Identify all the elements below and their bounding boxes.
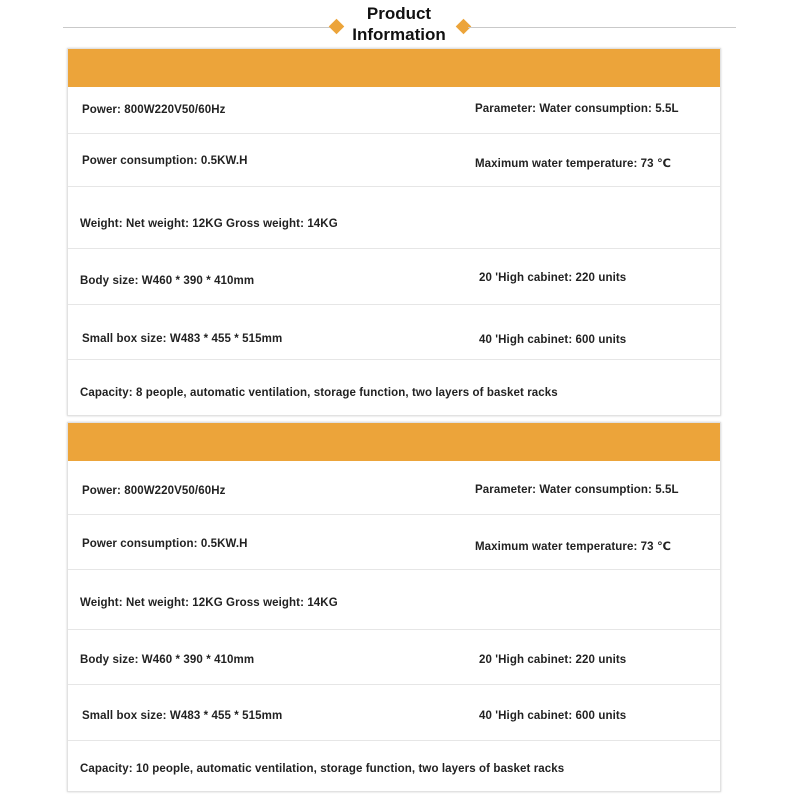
table-row bbox=[68, 685, 720, 741]
header-divider-right bbox=[468, 27, 736, 28]
table-header-bar bbox=[68, 423, 720, 461]
table-row bbox=[68, 187, 720, 249]
spec-small-box-size: Small box size: W483 * 455 * 515mm bbox=[82, 333, 283, 345]
spec-20ft-cabinet: 20 'High cabinet: 220 units bbox=[479, 654, 627, 666]
table-row bbox=[68, 570, 720, 630]
spec-40ft-cabinet: 40 'High cabinet: 600 units bbox=[479, 334, 627, 346]
spec-power: Power: 800W220V50/60Hz bbox=[82, 485, 226, 497]
title-line-2: Information bbox=[352, 25, 446, 44]
spec-capacity: Capacity: 10 people, automatic ventilation, storage function, two layers of basket racks bbox=[80, 763, 565, 775]
spec-weight: Weight: Net weight: 12KG Gross weight: 14KG bbox=[80, 597, 338, 609]
spec-power-consumption: Power consumption: 0.5KW.H bbox=[82, 155, 248, 167]
table-row bbox=[68, 360, 720, 415]
spec-capacity: Capacity: 8 people, automatic ventilation, storage function, two layers of basket racks bbox=[80, 387, 558, 399]
spec-table-1 bbox=[67, 48, 721, 416]
spec-40ft-cabinet: 40 'High cabinet: 600 units bbox=[479, 710, 627, 722]
section-header bbox=[0, 0, 800, 46]
title-line-1: Product bbox=[366, 4, 432, 23]
spec-water-consumption: Parameter: Water consumption: 5.5L bbox=[475, 484, 679, 496]
table-header-bar bbox=[68, 49, 720, 87]
table-row bbox=[68, 515, 720, 570]
spec-power: Power: 800W220V50/60Hz bbox=[82, 104, 226, 116]
table-row bbox=[68, 249, 720, 305]
spec-body-size: Body size: W460 * 390 * 410mm bbox=[80, 654, 255, 666]
table-row bbox=[68, 87, 720, 134]
spec-body-size: Body size: W460 * 390 * 410mm bbox=[80, 275, 255, 287]
spec-max-water-temp: Maximum water temperature: 73 ℃ bbox=[475, 541, 671, 553]
spec-weight: Weight: Net weight: 12KG Gross weight: 14KG bbox=[80, 218, 338, 230]
spec-small-box-size: Small box size: W483 * 455 * 515mm bbox=[82, 710, 283, 722]
spec-20ft-cabinet: 20 'High cabinet: 220 units bbox=[479, 272, 627, 284]
table-row bbox=[68, 305, 720, 360]
page-title bbox=[340, 3, 458, 45]
spec-water-consumption: Parameter: Water consumption: 5.5L bbox=[475, 103, 679, 115]
table-row bbox=[68, 741, 720, 791]
table-row bbox=[68, 630, 720, 685]
spec-power-consumption: Power consumption: 0.5KW.H bbox=[82, 538, 248, 550]
table-row bbox=[68, 461, 720, 515]
spec-max-water-temp: Maximum water temperature: 73 ℃ bbox=[475, 158, 671, 170]
spec-table-2 bbox=[67, 422, 721, 792]
table-row bbox=[68, 134, 720, 187]
header-divider-left bbox=[63, 27, 333, 28]
